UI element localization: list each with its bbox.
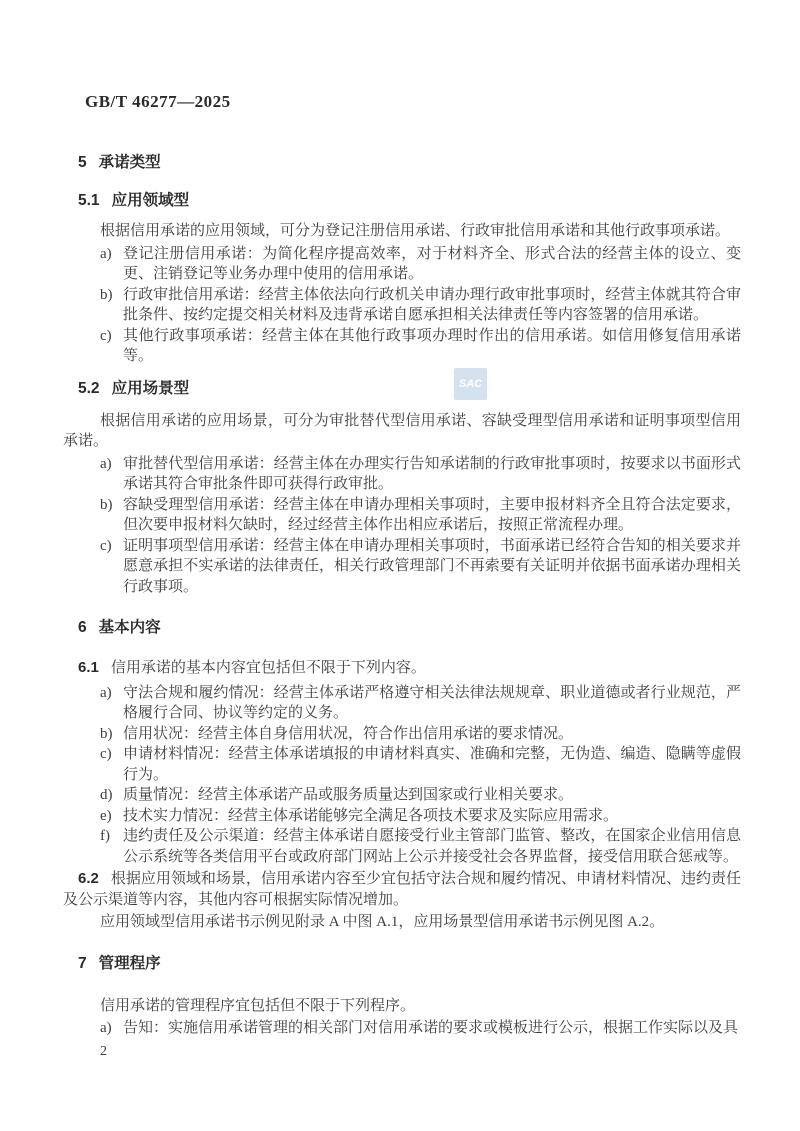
section-number: 5	[78, 154, 87, 171]
list-item	[100, 724, 741, 745]
list-marker: a)	[100, 1020, 112, 1036]
list-text: 行政审批信用承诺：经营主体依法向行政机关申请办理行政审批事项时，经营主体就其符合审批条件、按约定提交相关材料及违背承诺自愿承担相关法律责任等内容签署的信用承诺。	[123, 286, 741, 323]
list-item	[100, 683, 741, 724]
list-text: 登记注册信用承诺：为简化程序提高效率，对于材料齐全、形式合法的经营主体的设立、变更、注销登记等业务办理中使用的信用承诺。	[123, 245, 741, 282]
list-text: 证明事项型信用承诺：经营主体在申请办理相关事项时，书面承诺已经符合告知的相关要求并愿意承担不实承诺的法律责任，相关行政管理部门不再索要有关证明并依据书面承诺办理相关行政事项。	[123, 537, 741, 595]
list-text: 质量情况：经营主体承诺产品或服务质量达到国家或行业相关要求。	[123, 787, 574, 803]
clause-number: 6.1	[78, 659, 99, 676]
section-number: 5.1	[78, 192, 100, 209]
list-marker: c)	[100, 537, 112, 554]
section-number: 6	[78, 619, 87, 636]
list-item	[100, 785, 741, 806]
clause-number: 6.2	[78, 870, 99, 887]
list-item	[100, 806, 741, 827]
list-item	[100, 495, 741, 536]
list-text: 申请材料情况：经营主体承诺填报的申请材料真实、准确和完整，无伪造、编造、隐瞒等虚假行为。	[123, 746, 741, 783]
list-text: 违约责任及公示渠道：经营主体承诺自愿接受行业主管部门监管、整改，在国家企业信用信息公示系统等各类信用平台或政府部门网站上公示并接受社会各界监督，接受信用联合惩戒等。	[123, 828, 741, 865]
list-marker: c)	[100, 327, 112, 344]
section-5-2-heading	[78, 380, 741, 398]
list-text: 信用状况：经营主体自身信用状况，符合作出信用承诺的要求情况。	[123, 725, 574, 742]
section-title: 管理程序	[98, 954, 161, 972]
list-marker: a)	[100, 684, 112, 701]
section-title: 基本内容	[98, 619, 161, 636]
list-text: 容缺受理型信用承诺：经营主体在申请办理相关事项时，主要申报材料齐全且符合法定要求，但次要申报材料欠缺时，经过经营主体作出相应承诺后，按照正常流程办理。	[123, 496, 741, 533]
list-text: 告知：实施信用承诺管理的相关部门对信用承诺的要求或模板进行公示，根据工作实际以及具	[123, 1020, 739, 1036]
list-item	[100, 326, 741, 367]
list-marker: c)	[100, 746, 112, 762]
clause-text: 根据应用领域和场景，信用承诺内容至少宜包括守法合规和履约情况、申请材料情况、违约责任及公示渠道等内容，其他内容可根据实际情况增加。	[63, 871, 741, 908]
clause-6-2	[63, 869, 741, 910]
list-marker: a)	[100, 455, 112, 472]
list-item	[100, 826, 741, 867]
clause-6-1	[63, 658, 741, 679]
clause-text: 信用承诺的基本内容宜包括但不限于下列内容。	[110, 660, 426, 676]
standard-code-header: GB/T 46277—2025	[85, 92, 231, 111]
list-marker: b)	[100, 496, 113, 513]
paragraph: 根据信用承诺的应用场景，可分为审批替代型信用承诺、容缺受理型信用承诺和证明事项型信用承诺。	[63, 412, 741, 449]
section-title: 应用场景型	[111, 379, 190, 397]
list-text: 其他行政事项承诺：经营主体在其他行政事项办理时作出的信用承诺。如信用修复信用承诺等。	[123, 327, 741, 364]
paragraph-appendix-note: 应用领域型信用承诺书示例见附录 A 中图 A.1，应用场景型信用承诺书示例见图 A.2。	[100, 914, 665, 930]
list-marker: e)	[100, 807, 112, 824]
list-item	[100, 244, 741, 285]
sac-watermark-badge: SAC	[454, 368, 487, 400]
section-number: 5.2	[78, 379, 100, 397]
page-content	[63, 0, 741, 1060]
paragraph: 根据信用承诺的应用领域，可分为登记注册信用承诺、行政审批信用承诺和其他行政事项承诺。	[100, 223, 731, 239]
list-item	[100, 285, 741, 326]
section-5-heading	[78, 154, 741, 172]
list-marker: a)	[100, 245, 112, 262]
section-title: 应用领域型	[111, 192, 190, 209]
list-text: 守法合规和履约情况：经营主体承诺严格遵守相关法律法规规章、职业道德或者行业规范，严格履行合同、协议等约定的义务。	[123, 684, 741, 721]
list-marker: f)	[100, 828, 110, 844]
list-7	[100, 1018, 741, 1039]
list-item	[100, 744, 741, 785]
list-text: 技术实力情况：经营主体承诺能够完全满足各项技术要求及实际应用需求。	[123, 807, 619, 824]
list-item	[100, 536, 741, 598]
list-marker: b)	[100, 286, 113, 303]
section-title: 承诺类型	[98, 154, 161, 171]
list-item	[100, 454, 741, 495]
page-number: 2	[100, 1043, 107, 1059]
list-text: 审批替代型信用承诺：经营主体在办理实行告知承诺制的行政审批事项时，按要求以书面形式承诺其符合审批条件即可获得行政审批。	[123, 455, 741, 492]
list-marker: d)	[100, 787, 113, 803]
paragraph: 信用承诺的管理程序宜包括但不限于下列程序。	[100, 997, 416, 1014]
list-marker: b)	[100, 725, 113, 742]
section-number: 7	[78, 954, 87, 972]
section-5-1-heading	[78, 192, 741, 210]
section-6-heading	[78, 619, 741, 637]
list-5-2	[100, 454, 741, 598]
list-5-1	[100, 244, 741, 367]
list-6-1	[100, 683, 741, 868]
section-7-heading	[78, 955, 741, 973]
list-item	[100, 1018, 741, 1039]
